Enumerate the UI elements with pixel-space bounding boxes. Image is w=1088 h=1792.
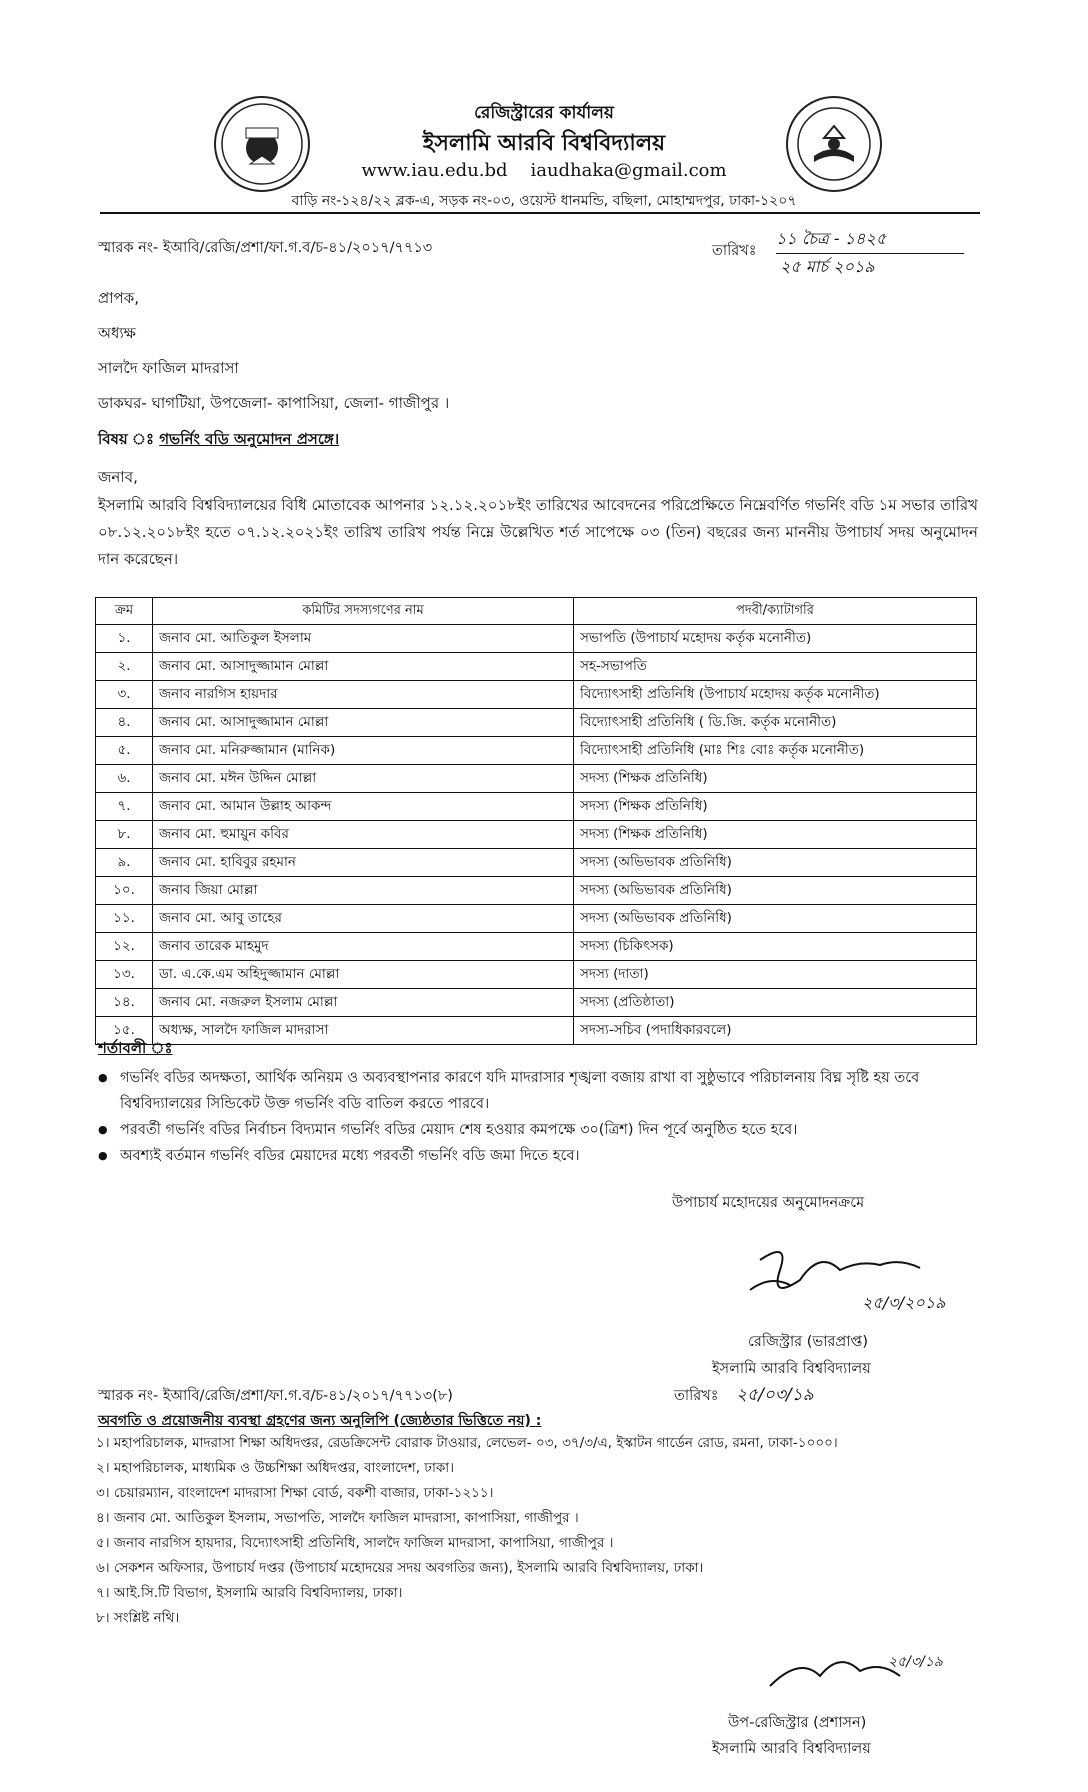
member-name: জনাব মো. হাবিবুর রহমান	[153, 849, 574, 877]
member-designation: সদস্য (অভিভাবক প্রতিনিধি)	[574, 877, 977, 905]
approval-note: উপাচার্য মহোদয়ের অনুমোদনক্রমে	[672, 1195, 865, 1211]
website-link[interactable]: www.iau.edu.bd	[361, 160, 508, 181]
member-designation: সদস্য (অভিভাবক প্রতিনিধি)	[574, 849, 977, 877]
member-name: জনাব তারেক মাহমুদ	[153, 933, 574, 961]
member-serial: ১০.	[96, 877, 153, 905]
copy-recipient-item: ৬। সেকশন অফিসার, উপাচার্য দপ্তর (উপাচার্য মহোদয়ের সদয় অবগতির জন্য), ইসলামি আরবি বিশ্ববিদ্যালয়, ঢাকা।	[96, 1560, 704, 1576]
table-row	[96, 905, 977, 933]
copy-recipient-item: ৭। আই.সি.টি বিভাগ, ইসলামি আরবি বিশ্ববিদ্যালয়, ঢাকা।	[96, 1585, 403, 1601]
member-name: জনাব মো. মনিরুজ্জামান (মানিক)	[153, 737, 574, 765]
member-designation: সদস্য (শিক্ষক প্রতিনিধি)	[574, 793, 977, 821]
deputy-registrar-signature-date: ২৫/৩/১৯	[888, 1654, 943, 1670]
table-row	[96, 681, 977, 709]
table-row	[96, 709, 977, 737]
column-header-serial: ক্রম	[96, 598, 153, 625]
member-serial: ৭.	[96, 793, 153, 821]
member-serial: ১৪.	[96, 989, 153, 1017]
registrar-signature-date: ২৫/৩/২০১৯	[862, 1293, 946, 1312]
registrar-title: রেজিস্ট্রার (ভারপ্রাপ্ত)	[748, 1334, 869, 1350]
member-designation: সদস্য (প্রতিষ্ঠাতা)	[574, 989, 977, 1017]
table-row	[96, 877, 977, 905]
member-serial: ৯.	[96, 849, 153, 877]
table-row	[96, 1017, 977, 1045]
member-serial: ১২.	[96, 933, 153, 961]
recipient-to: প্রাপক,	[98, 289, 139, 307]
member-serial: ৫.	[96, 737, 153, 765]
member-designation: সদস্য (শিক্ষক প্রতিনিধি)	[574, 765, 977, 793]
member-name: জনাব মো. মঈন উদ্দিন মোল্লা	[153, 765, 574, 793]
member-name: জনাব নারগিস হায়দার	[153, 681, 574, 709]
member-serial: ১.	[96, 625, 153, 653]
table-row	[96, 737, 977, 765]
copy-memo-date-label: তারিখঃ	[674, 1388, 719, 1404]
table-row	[96, 933, 977, 961]
header-divider	[100, 212, 980, 214]
deputy-registrar-title: উপ-রেজিস্ট্রার (প্রশাসন)	[728, 1715, 867, 1731]
body-paragraph: ইসলামি আরবি বিশ্ববিদ্যালয়ের বিধি মোতাবেক আপনার ১২.১২.২০১৮ইং তারিখের আবেদনের পরিপ্রেক্ষিতে নিম্নেবর্ণিত গভর্নিং বডি ১ম সভার তারিখ ০৮.১২.২০১৮ইং হতে ০৭.১২.২০২১ইং তারিখ তারিখ পর্যন্ত নিম্নে উল্লেখিত শর্ত সাপেক্ষে ০৩ (তিন) বছরের জন্য মাননীয় উপাচার্য সদয় অনুমোদন দান করেছেন।	[98, 496, 978, 568]
member-name: জনাব মো. আসাদুজ্জামান মোল্লা	[153, 653, 574, 681]
recipient-institution: সালদৈ ফাজিল মাদরাসা	[98, 359, 239, 377]
copy-recipient-item: ৪। জনাব মো. আতিকুল ইসলাম, সভাপতি, সালদৈ ফাজিল মাদরাসা, কাপাসিয়া, গাজীপুর ।	[96, 1510, 579, 1526]
copy-list-heading: অবগতি ও প্রয়োজনীয় ব্যবস্থা গ্রহণের জন্য অনুলিপি (জ্যেষ্ঠতার ভিত্তিতে নয়) :	[98, 1413, 542, 1429]
registrar-org: ইসলামি আরবি বিশ্ববিদ্যালয়	[712, 1361, 871, 1377]
memo-ref: স্মারক নং- ইআবি/রেজি/প্রশা/ফা.গ.ব/চ-৪১/২০১৭/৭৭১৩	[98, 240, 433, 256]
committee-table	[95, 597, 977, 1045]
member-designation: সদস্য (দাতা)	[574, 961, 977, 989]
conditions-title: শর্তাবলী ঃ	[98, 1039, 173, 1057]
copy-recipient-item: ৫। জনাব নারগিস হায়দার, বিদ্যোৎসাহী প্রতিনিধি, সালদৈ ফাজিল মাদরাসা, কাপাসিয়া, গাজীপুর ।	[96, 1535, 614, 1551]
conditions-list	[98, 1065, 978, 1169]
member-serial: ১৫.	[96, 1017, 153, 1045]
column-header-designation: পদবী/ক্যাটাগরি	[574, 598, 977, 625]
condition-item: ● অবশ্যই বর্তমান গভর্নিং বডির মেয়াদের মধ্যে পরবর্তী গভর্নিং বডি জমা দিতে হবে।	[98, 1143, 978, 1169]
subject-text: গভর্নিং বডি অনুমোদন প্রসঙ্গে।	[159, 430, 340, 448]
member-serial: ৮.	[96, 821, 153, 849]
member-designation: সদস্য (অভিভাবক প্রতিনিধি)	[574, 905, 977, 933]
table-row	[96, 793, 977, 821]
member-designation: সহ-সভাপতি	[574, 653, 977, 681]
table-row	[96, 765, 977, 793]
member-serial: ৩.	[96, 681, 153, 709]
subject-label: বিষয় ঃ	[98, 430, 154, 448]
member-name: জনাব মো. আসাদুজ্জামান মোল্লা	[153, 709, 574, 737]
member-name: জনাব মো. আবু তাহের	[153, 905, 574, 933]
deputy-registrar-org: ইসলামি আরবি বিশ্ববিদ্যালয়	[712, 1741, 871, 1757]
member-name: জনাব মো. নজরুল ইসলাম মোল্লা	[153, 989, 574, 1017]
memo-date-label: তারিখঃ	[712, 243, 757, 259]
member-designation: সদস্য (চিকিৎসক)	[574, 933, 977, 961]
office-name: রেজিস্ট্রারের কার্যালয়	[474, 103, 614, 123]
member-name: অধ্যক্ষ, সালদৈ ফাজিল মাদরাসা	[153, 1017, 574, 1045]
member-name: জনাব মো. হুমায়ুন কবির	[153, 821, 574, 849]
member-serial: ১৩.	[96, 961, 153, 989]
member-name: জনাব মো. আতিকুল ইসলাম	[153, 625, 574, 653]
copy-memo-ref: স্মারক নং- ইআবি/রেজি/প্রশা/ফা.গ.ব/চ-৪১/২০১৭/৭৭১৩(৮)	[98, 1388, 453, 1404]
table-row	[96, 849, 977, 877]
memo-date-bangla: ১১ চৈত্র - ১৪২৫	[776, 226, 964, 254]
copy-recipient-item: ২। মহাপরিচালক, মাধ্যমিক ও উচ্চশিক্ষা অধিদপ্তর, বাংলাদেশ, ঢাকা।	[96, 1460, 455, 1476]
table-header-row	[96, 598, 977, 625]
member-serial: ১১.	[96, 905, 153, 933]
table-row	[96, 653, 977, 681]
member-designation: বিদ্যোৎসাহী প্রতিনিধি (মাঃ শিঃ বোঃ কর্তৃক মনোনীত)	[574, 737, 977, 765]
member-serial: ২.	[96, 653, 153, 681]
member-name: জনাব মো. আমান উল্লাহ আকন্দ	[153, 793, 574, 821]
salutation: জনাব,	[98, 468, 138, 486]
copy-recipient-item: ৩। চেয়ারম্যান, বাংলাদেশ মাদরাসা শিক্ষা বোর্ড, বকশী বাজার, ঢাকা-১২১১।	[96, 1485, 494, 1501]
university-name: ইসলামি আরবি বিশ্ববিদ্যালয়	[422, 131, 666, 156]
member-serial: ৬.	[96, 765, 153, 793]
header-address: বাড়ি নং-১২৪/২২ ব্লক-এ, সড়ক নং-০৩, ওয়েস্ট ধানমন্ডি, বছিলা, মোহাম্মদপুর, ঢাকা-১২০৭	[291, 193, 797, 209]
condition-item: ● পরবর্তী গভর্নিং বডির নির্বাচন বিদ্যমান গভর্নিং বডির মেয়াদ শেষ হওয়ার কমপক্ষে ৩০(ত্রিশ) দিন পূর্বে অনুষ্ঠিত হতে হবে।	[98, 1117, 978, 1143]
memo-date-english: ২৫ মার্চ ২০১৯	[780, 257, 875, 276]
copy-recipients-list	[96, 1431, 996, 1631]
member-designation: সভাপতি (উপাচার্য মহোদয় কর্তৃক মনোনীত)	[574, 625, 977, 653]
table-row	[96, 989, 977, 1017]
member-designation: সদস্য-সচিব (পদাধিকারবলে)	[574, 1017, 977, 1045]
contact-line	[0, 160, 1088, 181]
email-link[interactable]: iaudhaka@gmail.com	[530, 160, 727, 181]
member-designation: বিদ্যোৎসাহী প্রতিনিধি (উপাচার্য মহোদয় কর্তৃক মনোনীত)	[574, 681, 977, 709]
recipient-address: ডাকঘর- ঘাগটিয়া, উপজেলা- কাপাসিয়া, জেলা- গাজীপুর ।	[98, 394, 450, 412]
copy-memo-date: ২৫/০৩/১৯	[736, 1385, 814, 1405]
member-designation: সদস্য (শিক্ষক প্রতিনিধি)	[574, 821, 977, 849]
member-serial: ৪.	[96, 709, 153, 737]
copy-recipient-item: ৮। সংশ্লিষ্ট নথি।	[96, 1610, 180, 1626]
recipient-designation: অধ্যক্ষ	[98, 324, 136, 342]
table-row	[96, 625, 977, 653]
member-designation: বিদ্যোৎসাহী প্রতিনিধি ( ডি.জি. কর্তৃক মনোনীত)	[574, 709, 977, 737]
member-name: জনাব জিয়া মোল্লা	[153, 877, 574, 905]
column-header-name: কমিটির সদস্যগণের নাম	[153, 598, 574, 625]
table-row	[96, 821, 977, 849]
table-row	[96, 961, 977, 989]
condition-item: ● গভর্নিং বডির অদক্ষতা, আর্থিক অনিয়ম ও অব্যবস্থাপনার কারণে যদি মাদরাসার শৃঙ্খলা বজায় রাখা বা সুষ্ঠুভাবে পরিচালনায় বিঘ্ন সৃষ্টি হয় তবে বিশ্ববিদ্যালয়ের সিন্ডিকেট উক্ত গভর্নিং বডি বাতিল করতে পারবে।	[98, 1065, 978, 1117]
copy-recipient-item: ১। মহাপরিচালক, মাদরাসা শিক্ষা অধিদপ্তর, রেডক্রিসেন্ট বোরাক টাওয়ার, লেভেল- ০৩, ৩৭/৩/এ, ইস্কাটন গার্ডেন রোড, রমনা, ঢাকা-১০০০।	[96, 1435, 838, 1451]
member-name: ডা. এ.কে.এম অহিদুজ্জামান মোল্লা	[153, 961, 574, 989]
subject-line	[98, 428, 339, 453]
